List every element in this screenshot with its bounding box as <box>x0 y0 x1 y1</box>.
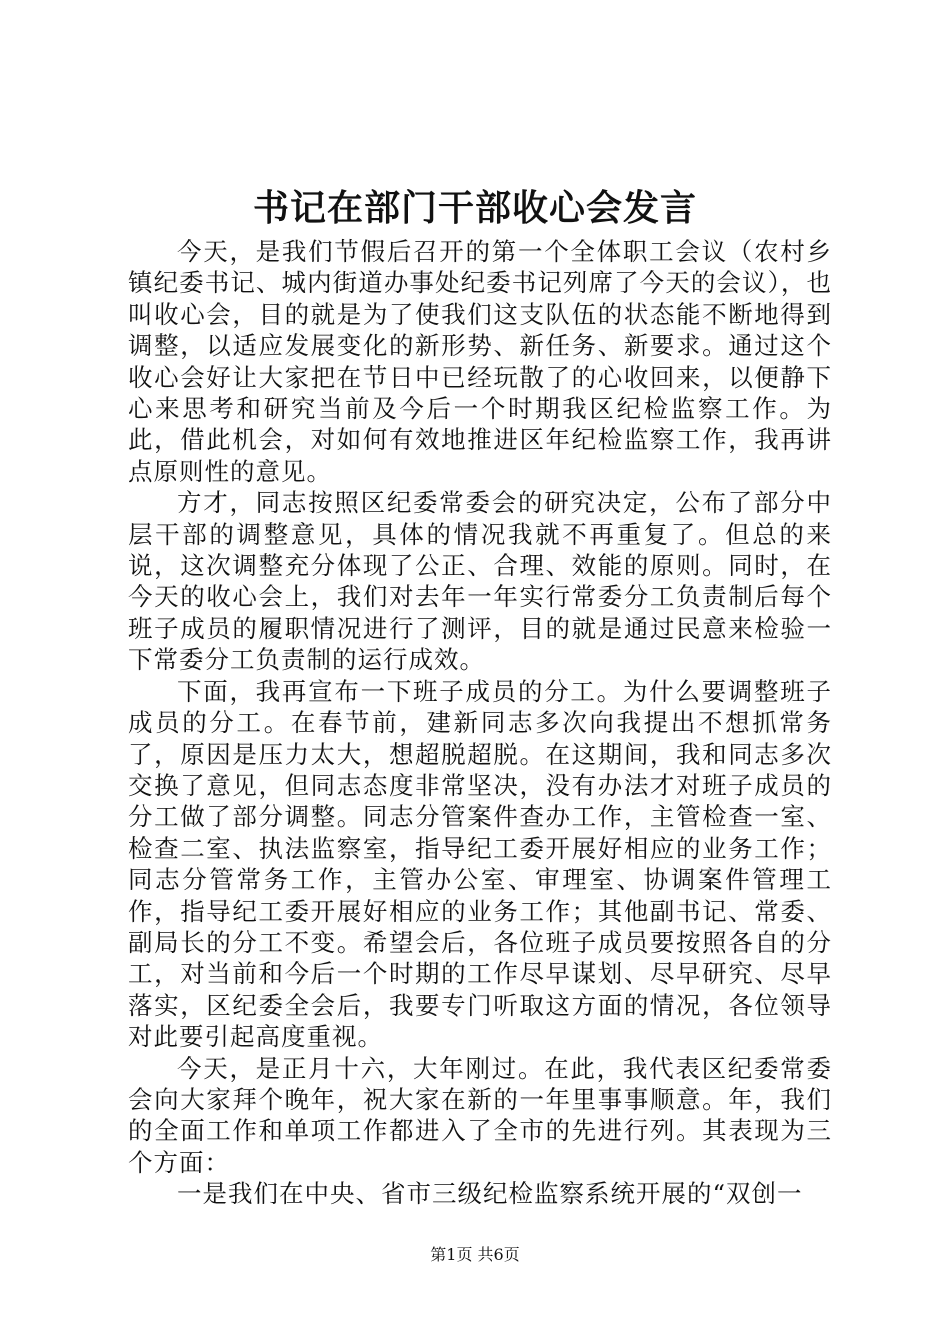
paragraph-2: 方才，同志按照区纪委常委会的研究决定，公布了部分中层干部的调整意见，具体的情况我就不再重复了。但总的来说，这次调整充分体现了公正、合理、效能的原则。同时，在今天的收心会上，我们对去年一年实行常委分工负责制后每个班子成员的履职情况进行了测评，目的就是通过民意来检验一下常委分工负责制的运行成效。 <box>128 488 832 675</box>
document-title: 书记在部门干部收心会发言 <box>252 187 697 229</box>
paragraph-4: 今天，是正月十六，大年刚过。在此，我代表区纪委常委会向大家拜个晚年，祝大家在新的一年里事事顺意。年，我们的全面工作和单项工作都进入了全市的先进行列。其表现为三个方面： <box>128 1053 832 1177</box>
paragraph-5: 一是我们在中央、省市三级纪检监察系统开展的“双创一 <box>177 1179 803 1209</box>
paragraph-3: 下面，我再宣布一下班子成员的分工。为什么要调整班子成员的分工。在春节前，建新同志多次向我提出不想抓常务了，原因是压力太大，想超脱超脱。在这期间，我和同志多次交换了意见，但同志态度非常坚决，没有办法才对班子成员的分工做了部分调整。同志分管案件查办工作，主管检查一室、检查二室、执法监察室，指导纪工委开展好相应的业务工作；同志分管常务工作，主管办公室、审理室、协调案件管理工作，指导纪工委开展好相应的业务工作；其他副书记、常委、副局长的分工不变。希望会后，各位班子成员要按照各自的分工，对当前和今后一个时期的工作尽早谋划、尽早研究、尽早落实，区纪委全会后，我要专门听取这方面的情况，各位领导对此要引起高度重视。 <box>128 676 832 1052</box>
page-number-footer: 第1页 共6页 <box>430 1245 520 1264</box>
document-body <box>128 236 832 1210</box>
paragraph-1: 今天，是我们节假后召开的第一个全体职工会议（农村乡镇纪委书记、城内街道办事处纪委书记列席了今天的会议），也叫收心会，目的就是为了使我们这支队伍的状态能不断地得到调整，以适应发展变化的新形势、新任务、新要求。通过这个收心会好让大家把在节日中已经玩散了的心收回来，以便静下心来思考和研究当前及今后一个时期我区纪检监察工作。为此，借此机会，对如何有效地推进区年纪检监察工作，我再讲点原则性的意见。 <box>128 237 832 486</box>
